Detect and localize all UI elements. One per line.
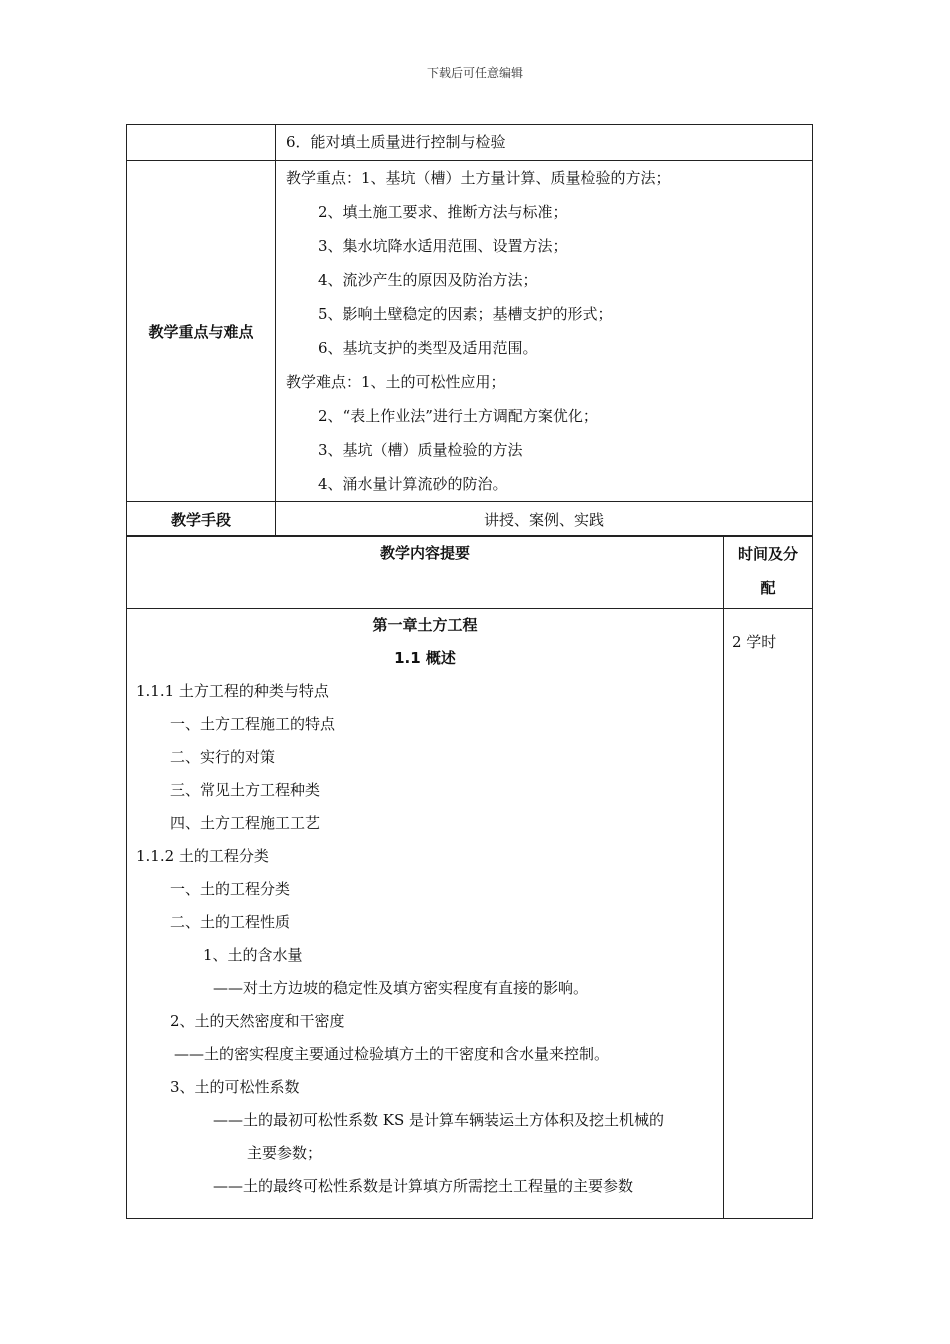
methods-row xyxy=(127,502,813,537)
methods-value: 讲授、案例、实践 xyxy=(276,502,813,537)
time-header-line: 时间及分 xyxy=(737,545,798,563)
content-line: 1、土的含水量 xyxy=(203,946,303,964)
content-line: 一、土的工程分类 xyxy=(170,880,291,898)
difficulty-line: 教学难点：1、土的可松性应用； xyxy=(286,373,506,391)
section-title: 1.1 概述 xyxy=(394,649,456,667)
content-body-cell xyxy=(127,609,724,1219)
content-table xyxy=(126,535,813,1219)
content-line: ——土的密实程度主要通过检验填方土的干密度和含水量来控制。 xyxy=(174,1045,610,1063)
content-line: 主要参数； xyxy=(247,1144,323,1162)
difficulty-line: 2、“表上作业法”进行土方调配方案优化； xyxy=(318,407,598,425)
content-line: 1.1.1 土方工程的种类与特点 xyxy=(136,682,329,700)
content-line: ——土的最初可松性系数 KS 是计算车辆装运土方体积及挖土机械的 xyxy=(213,1111,665,1129)
key-points-label: 教学重点与难点 xyxy=(127,161,276,502)
methods-label: 教学手段 xyxy=(127,502,276,537)
content-line: 三、常见土方工程种类 xyxy=(170,781,321,799)
objectives-label-cell xyxy=(127,125,276,161)
content-line: 2、土的天然密度和干密度 xyxy=(170,1012,345,1030)
difficulty-line: 3、基坑（槽）质量检验的方法 xyxy=(318,441,523,459)
content-line: 3、土的可松性系数 xyxy=(170,1078,300,1096)
time-header-cell xyxy=(724,536,813,609)
content-header-title: 教学内容提要 xyxy=(127,536,724,609)
content-body-row xyxy=(127,609,813,1219)
key-point-line: 4、流沙产生的原因及防治方法； xyxy=(318,271,538,289)
content-line: ——土的最终可松性系数是计算填方所需挖土工程量的主要参数 xyxy=(213,1177,634,1195)
time-header-line: 配 xyxy=(760,579,776,597)
key-point-line: 5、影响土壁稳定的因素；基槽支护的形式； xyxy=(318,305,613,323)
content-line: 二、实行的对策 xyxy=(170,748,276,766)
content-header-row xyxy=(127,536,813,609)
key-point-line: 教学重点：1、基坑（槽）土方量计算、质量检验的方法； xyxy=(286,169,671,187)
content-line: 一、土方工程施工的特点 xyxy=(170,715,336,733)
objectives-text: 6．能对填土质量进行控制与检验 xyxy=(276,125,813,161)
lesson-info-table xyxy=(126,124,813,537)
objectives-row xyxy=(127,125,813,161)
content-line: 四、土方工程施工工艺 xyxy=(170,814,321,832)
time-allocation: 2 学时 xyxy=(724,609,813,1219)
difficulty-line: 4、涌水量计算流砂的防治。 xyxy=(318,475,508,493)
content-line: 二、土的工程性质 xyxy=(170,913,291,931)
page-header: 下载后可任意编辑 xyxy=(426,66,523,80)
key-point-line: 3、集水坑降水适用范围、设置方法； xyxy=(318,237,568,255)
content-line: ——对土方边坡的稳定性及填方密实程度有直接的影响。 xyxy=(213,979,589,997)
key-points-row xyxy=(127,161,813,502)
chapter-title: 第一章土方工程 xyxy=(372,616,478,634)
content-line: 1.1.2 土的工程分类 xyxy=(136,847,269,865)
key-points-cell xyxy=(276,161,813,502)
key-point-line: 2、填土施工要求、推断方法与标准； xyxy=(318,203,568,221)
key-point-line: 6、基坑支护的类型及适用范围。 xyxy=(318,339,538,357)
